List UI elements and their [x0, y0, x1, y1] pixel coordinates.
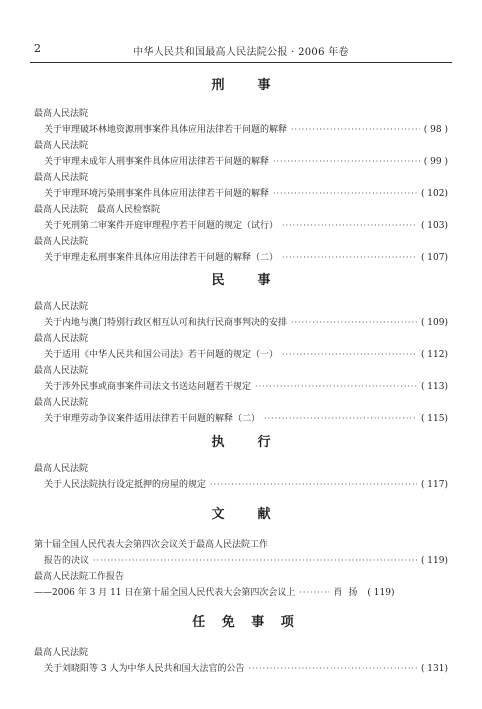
entry-issuer: 最高人民法院: [34, 237, 89, 247]
section-title-criminal: 刑 事: [211, 78, 281, 93]
section-title-enforcement: 执 行: [211, 435, 281, 450]
entry-page: ( 103): [420, 221, 448, 231]
entry-issuer: 最高人民法院: [34, 648, 89, 658]
entry-title: 关于死刑第二审案件开庭审理程序若干问题的规定（试行）: [44, 221, 279, 231]
document-title: 最高人民法院工作报告: [34, 572, 125, 582]
leader-dots: [273, 154, 420, 170]
entry-title: 关于适用《中华人民共和国公司法》若干问题的规定（一）: [44, 350, 279, 360]
entry-page: ( 112): [420, 350, 448, 360]
running-header: [34, 42, 448, 58]
toc-entry[interactable]: [34, 122, 448, 138]
entry-issuer: 最高人民法院: [34, 141, 89, 151]
entry-issuer: 最高人民法院 最高人民检察院: [34, 205, 161, 215]
leader-dots: [273, 186, 417, 202]
toc-entry[interactable]: [34, 186, 448, 202]
entry-page: ( 119): [367, 588, 395, 598]
entry-issuer: 最高人民法院: [34, 302, 89, 312]
section-title-appointments: 任 免 事 项: [192, 615, 300, 630]
document-title-line1: 第十届全国人民代表大会第四次会议关于最高人民法院工作: [34, 540, 269, 550]
entry-issuer: 最高人民法院: [34, 464, 89, 474]
entry-issuer: 最高人民法院: [34, 398, 89, 408]
entry-title: 关于审理破坏林地资源刑事案件具体应用法律若干问题的解释: [44, 125, 288, 135]
publication-title: 中华人民共和国最高人民法院公报 · 2006 年卷: [133, 47, 349, 58]
toc-entry[interactable]: [34, 347, 448, 363]
leader-dots: [282, 250, 417, 266]
leader-dots: [255, 379, 417, 395]
toc-entry[interactable]: [34, 553, 448, 569]
page-number: 2: [34, 42, 41, 55]
section-title-documents: 文 献: [211, 507, 281, 522]
entry-page: ( 99 ): [423, 157, 448, 167]
entry-title: 关于涉外民事或商事案件司法文书送达问题若干规定: [44, 382, 252, 392]
leader-dots: [210, 477, 417, 493]
entry-title: 关于内地与澳门特别行政区相互认可和执行民商事判决的安排: [44, 318, 288, 328]
leader-dots: [248, 661, 416, 677]
entry-page: ( 98 ): [423, 125, 448, 135]
leader-dots: [93, 553, 417, 569]
table-of-contents: [34, 70, 448, 677]
entry-title: 关于刘晓阳等 3 人为中华人民共和国大法官的公告: [44, 664, 245, 674]
entry-title: 关于审理走私刑事案件具体应用法律若干问题的解释（二）: [44, 253, 279, 263]
entry-issuer: 最高人民法院: [34, 334, 89, 344]
entry-page: ( 131): [420, 664, 448, 674]
entry-issuer: 最高人民法院: [34, 366, 89, 376]
entry-page: ( 113): [420, 382, 448, 392]
toc-entry[interactable]: [34, 411, 448, 427]
leader-dots: [291, 315, 417, 331]
section-title-civil: 民 事: [211, 273, 281, 288]
header-rule: [30, 62, 452, 63]
entry-page: ( 109): [420, 318, 448, 328]
toc-entry[interactable]: [34, 585, 448, 601]
leader-dots: [264, 411, 417, 427]
toc-entry[interactable]: [34, 250, 448, 266]
document-author: 肖扬: [333, 588, 364, 598]
toc-entry[interactable]: [34, 154, 448, 170]
entry-title: 关于审理环境污染刑事案件具体应用法律若干问题的解释: [44, 189, 270, 199]
entry-title: 关于人民法院执行设定抵押的房屋的规定: [44, 480, 207, 490]
toc-entry[interactable]: [34, 661, 448, 677]
document-subtitle: ——2006 年 3 月 11 日在第十届全国人民代表大会第四次会议上: [34, 588, 296, 598]
document-title-line2: 报告的决议: [44, 556, 90, 566]
entry-page: ( 117): [420, 480, 448, 490]
toc-entry[interactable]: [34, 315, 448, 331]
entry-page: ( 102): [420, 189, 448, 199]
entry-page: ( 107): [420, 253, 448, 263]
leader-dots: [282, 347, 417, 363]
entry-page: ( 115): [420, 414, 448, 424]
toc-entry[interactable]: [34, 218, 448, 234]
entry-title: 关于审理劳动争议案件适用法律若干问题的解释（二）: [44, 414, 261, 424]
entry-issuer: 最高人民法院: [34, 173, 89, 183]
leader-dots: [282, 218, 417, 234]
toc-entry[interactable]: [34, 477, 448, 493]
toc-entry[interactable]: [34, 379, 448, 395]
leader-dots: [299, 585, 329, 601]
entry-issuer: 最高人民法院: [34, 109, 89, 119]
entry-title: 关于审理未成年人刑事案件具体应用法律若干问题的解释: [44, 157, 270, 167]
entry-page: ( 119): [420, 556, 448, 566]
leader-dots: [291, 122, 420, 138]
